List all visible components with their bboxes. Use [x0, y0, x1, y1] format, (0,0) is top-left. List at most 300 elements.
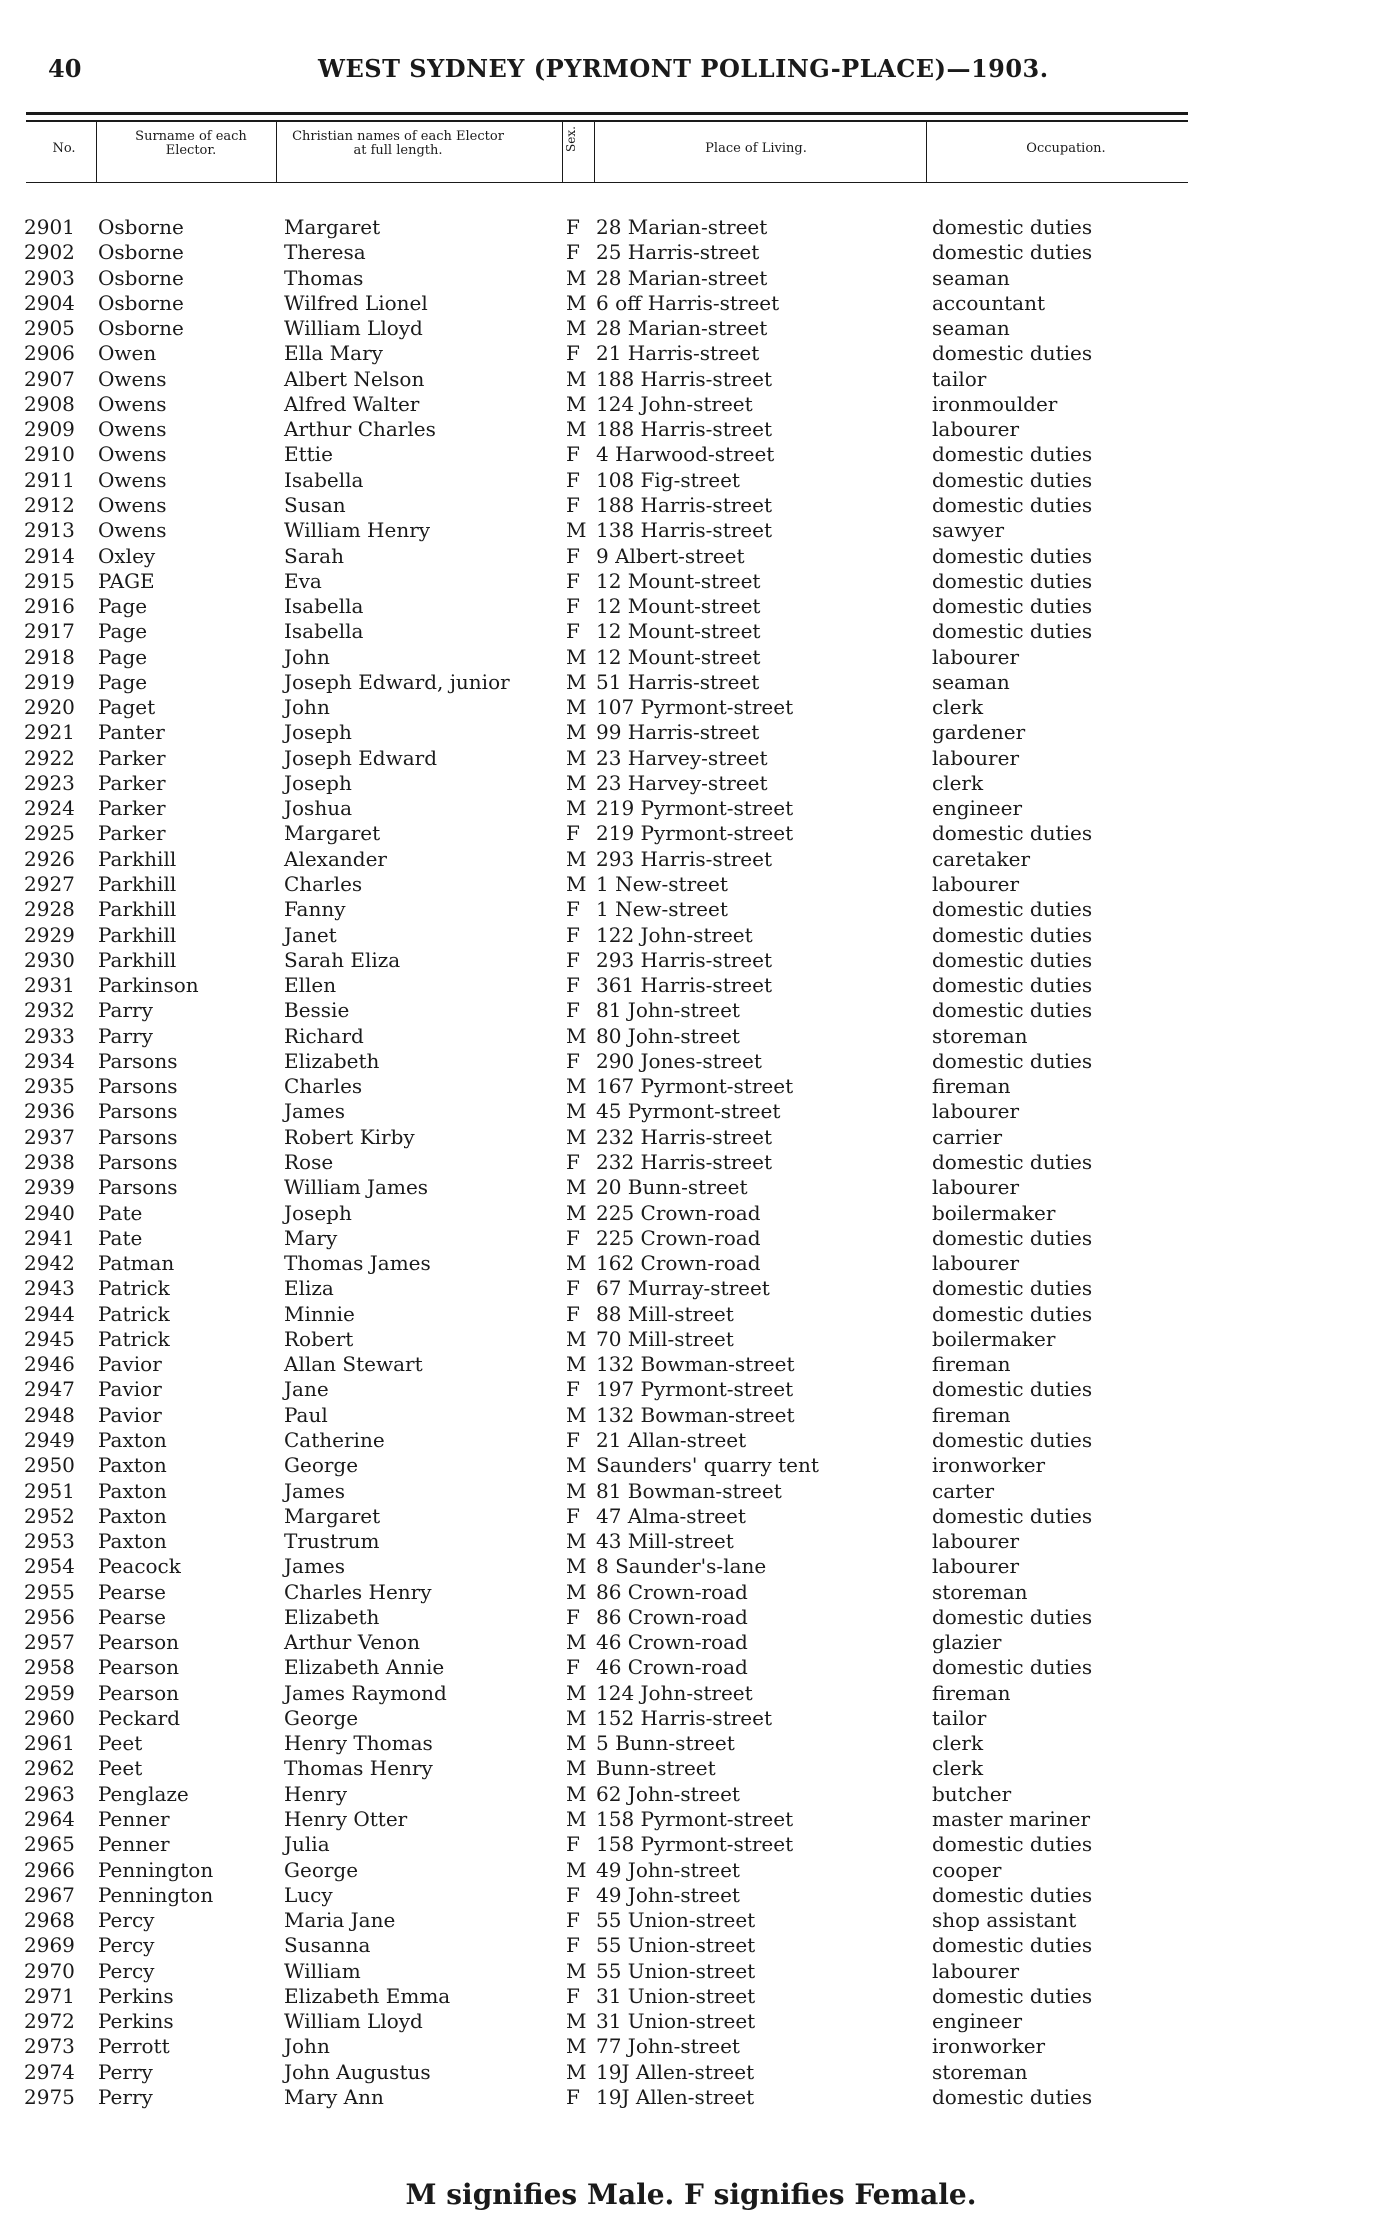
elector-occupation: clerk: [932, 1756, 984, 1781]
elector-sex: M: [566, 1731, 587, 1756]
elector-christian-names: John: [284, 2034, 330, 2059]
table-row: [0, 518, 1382, 543]
col-head-place: Place of Living.: [705, 141, 807, 156]
table-row: [0, 695, 1382, 720]
elector-surname: Parsons: [98, 1124, 178, 1149]
elector-number: 2916: [24, 594, 75, 619]
elector-number: 2969: [24, 1933, 75, 1958]
elector-number: 2929: [24, 922, 75, 947]
elector-number: 2906: [24, 341, 75, 366]
elector-occupation: domestic duties: [932, 240, 1093, 265]
elector-place-of-living: 124 John-street: [596, 1680, 753, 1705]
elector-place-of-living: 158 Pyrmont-street: [596, 1832, 794, 1857]
table-row: [0, 1706, 1382, 1731]
elector-surname: Parsons: [98, 1149, 178, 1174]
elector-place-of-living: 21 Allan-street: [596, 1427, 747, 1452]
table-row: [0, 240, 1382, 265]
elector-christian-names: Mary Ann: [284, 2084, 384, 2109]
elector-place-of-living: 122 John-street: [596, 922, 753, 947]
elector-place-of-living: 31 Union-street: [596, 1983, 756, 2008]
elector-christian-names: Isabella: [284, 594, 364, 619]
elector-number: 2939: [24, 1175, 75, 1200]
elector-occupation: ironmoulder: [932, 391, 1058, 416]
elector-place-of-living: 158 Pyrmont-street: [596, 1807, 794, 1831]
elector-christian-names: Elizabeth Annie: [284, 1655, 445, 1680]
elector-surname: Penglaze: [98, 1781, 189, 1806]
elector-sex: M: [566, 265, 587, 290]
elector-christian-names: Robert: [284, 1326, 354, 1351]
elector-number: 2910: [24, 442, 75, 467]
elector-occupation: gardener: [932, 720, 1026, 745]
elector-number: 2919: [24, 669, 75, 694]
elector-christian-names: Joseph Edward: [284, 745, 438, 770]
elector-occupation: labourer: [932, 1529, 1020, 1554]
elector-occupation: clerk: [932, 1731, 984, 1756]
elector-surname: Parsons: [98, 1099, 178, 1124]
elector-surname: Pearson: [98, 1680, 180, 1705]
elector-christian-names: Henry Thomas: [284, 1731, 433, 1756]
elector-number: 2935: [24, 1074, 75, 1099]
elector-number: 2925: [24, 821, 75, 846]
elector-number: 2958: [24, 1655, 75, 1680]
elector-occupation: domestic duties: [932, 1149, 1093, 1174]
elector-sex: M: [566, 1756, 587, 1781]
elector-christian-names: Alexander: [284, 846, 387, 871]
col-head-surname: Surname of each Elector.: [135, 129, 247, 158]
elector-sex: M: [566, 695, 587, 720]
table-row: [0, 1049, 1382, 1074]
elector-sex: F: [566, 1908, 580, 1933]
elector-surname: Parker: [98, 745, 166, 770]
elector-place-of-living: 21 Harris-street: [596, 341, 760, 366]
elector-occupation: tailor: [932, 1705, 987, 1730]
elector-sex: F: [566, 2084, 580, 2109]
elector-surname: Pearson: [98, 1630, 180, 1655]
elector-surname: Perry: [98, 2059, 153, 2084]
elector-christian-names: George: [284, 1857, 359, 1882]
elector-surname: Paget: [98, 695, 156, 720]
elector-sex: F: [566, 619, 580, 644]
table-row: [0, 1150, 1382, 1175]
elector-surname: Owens: [98, 417, 167, 442]
elector-christian-names: John: [284, 695, 330, 720]
elector-surname: Pavior: [98, 1402, 162, 1427]
elector-surname: Parry: [98, 1023, 153, 1048]
table-row: [0, 720, 1382, 745]
table-row: [0, 1453, 1382, 1478]
table-row: [0, 771, 1382, 796]
elector-place-of-living: 225 Crown-road: [596, 1225, 761, 1250]
elector-occupation: caretaker: [932, 846, 1030, 871]
elector-number: 2918: [24, 644, 75, 669]
elector-surname: Owens: [98, 366, 167, 391]
elector-number: 2963: [24, 1781, 75, 1806]
table-row: [0, 1352, 1382, 1377]
elector-surname: Peet: [98, 1731, 143, 1756]
elector-christian-names: Maria Jane: [284, 1908, 396, 1933]
elector-surname: Paxton: [98, 1453, 167, 1478]
elector-christian-names: Eva: [284, 568, 322, 593]
elector-sex: M: [566, 1630, 587, 1655]
elector-surname: Perrott: [98, 2034, 170, 2059]
elector-number: 2923: [24, 770, 75, 795]
elector-occupation: seaman: [932, 265, 1010, 290]
elector-occupation: domestic duties: [932, 1301, 1093, 1326]
elector-sex: F: [566, 897, 580, 922]
elector-place-of-living: 219 Pyrmont-street: [596, 796, 794, 821]
elector-surname: Penner: [98, 1832, 170, 1857]
col-head-occupation: Occupation.: [1026, 141, 1106, 156]
table-row: [0, 1074, 1382, 1099]
elector-surname: Perkins: [98, 1983, 174, 2008]
elector-sex: M: [566, 2059, 587, 2084]
elector-occupation: domestic duties: [932, 619, 1093, 644]
elector-occupation: labourer: [932, 745, 1020, 770]
elector-christian-names: Ella Mary: [284, 341, 383, 366]
elector-sex: M: [566, 770, 587, 795]
elector-sex: F: [566, 1149, 580, 1174]
elector-surname: Osborne: [98, 265, 184, 290]
elector-christian-names: Thomas Henry: [284, 1756, 433, 1781]
elector-number: 2943: [24, 1276, 75, 1301]
elector-christian-names: James: [284, 1478, 346, 1503]
elector-number: 2905: [24, 316, 75, 341]
elector-place-of-living: 197 Pyrmont-street: [596, 1377, 794, 1402]
elector-place-of-living: 108 Fig-street: [596, 467, 740, 492]
elector-sex: M: [566, 872, 587, 897]
elector-sex: M: [566, 1326, 587, 1351]
elector-surname: Peet: [98, 1756, 143, 1781]
table-row: [0, 847, 1382, 872]
elector-occupation: labourer: [932, 644, 1020, 669]
table-row: [0, 1959, 1382, 1984]
table-row: [0, 442, 1382, 467]
elector-christian-names: Ellen: [284, 973, 337, 998]
elector-sex: M: [566, 669, 587, 694]
elector-sex: M: [566, 644, 587, 669]
elector-occupation: fireman: [932, 1352, 1011, 1377]
elector-christian-names: William James: [284, 1175, 429, 1200]
elector-sex: M: [566, 1781, 587, 1806]
elector-place-of-living: 12 Mount-street: [596, 619, 761, 644]
table-row: [0, 493, 1382, 518]
elector-number: 2911: [24, 467, 75, 492]
col-head-sex: Sex.: [564, 126, 578, 152]
elector-surname: Pate: [98, 1200, 143, 1225]
elector-sex: M: [566, 290, 587, 315]
table-row: [0, 1883, 1382, 1908]
elector-sex: F: [566, 568, 580, 593]
elector-place-of-living: 132 Bowman-street: [596, 1352, 795, 1377]
elector-number: 2931: [24, 973, 75, 998]
elector-surname: Perkins: [98, 2009, 174, 2034]
elector-place-of-living: 23 Harvey-street: [596, 770, 768, 795]
table-row: [0, 1655, 1382, 1680]
elector-place-of-living: 107 Pyrmont-street: [596, 695, 794, 720]
elector-sex: F: [566, 973, 580, 998]
elector-sex: F: [566, 1655, 580, 1680]
elector-number: 2930: [24, 947, 75, 972]
table-row: [0, 1908, 1382, 1933]
column-divider: [276, 122, 277, 182]
elector-place-of-living: 55 Union-street: [596, 1908, 756, 1933]
elector-number: 2902: [24, 240, 75, 265]
elector-christian-names: Charles: [284, 1074, 363, 1099]
elector-number: 2928: [24, 897, 75, 922]
table-row: [0, 670, 1382, 695]
elector-sex: F: [566, 922, 580, 947]
elector-occupation: labourer: [932, 1099, 1020, 1124]
elector-occupation: fireman: [932, 1074, 1011, 1099]
table-row: [0, 594, 1382, 619]
elector-sex: M: [566, 1857, 587, 1882]
elector-christian-names: Margaret: [284, 821, 381, 846]
elector-surname: Osborne: [98, 240, 184, 265]
elector-surname: Pearse: [98, 1604, 166, 1629]
elector-surname: Parkhill: [98, 846, 177, 871]
elector-sex: M: [566, 1958, 587, 1983]
elector-sex: M: [566, 1251, 587, 1276]
elector-number: 2957: [24, 1630, 75, 1655]
elector-surname: Parkhill: [98, 872, 177, 897]
elector-surname: Percy: [98, 1908, 155, 1933]
table-row: [0, 1302, 1382, 1327]
table-row: [0, 1554, 1382, 1579]
elector-occupation: domestic duties: [932, 897, 1093, 922]
elector-place-of-living: 361 Harris-street: [596, 973, 773, 998]
table-row: [0, 2009, 1382, 2034]
table-row: [0, 1756, 1382, 1781]
elector-surname: Peckard: [98, 1705, 181, 1730]
elector-sex: M: [566, 1478, 587, 1503]
elector-sex: F: [566, 1832, 580, 1857]
elector-surname: Owens: [98, 467, 167, 492]
elector-sex: M: [566, 1074, 587, 1099]
elector-sex: F: [566, 1604, 580, 1629]
elector-occupation: domestic duties: [932, 1604, 1093, 1629]
elector-number: 2965: [24, 1832, 75, 1857]
elector-number: 2942: [24, 1251, 75, 1276]
elector-occupation: domestic duties: [932, 492, 1093, 517]
elector-number: 2945: [24, 1326, 75, 1351]
elector-surname: PAGE: [98, 568, 155, 593]
elector-number: 2959: [24, 1680, 75, 1705]
table-row: [0, 1731, 1382, 1756]
elector-place-of-living: 86 Crown-road: [596, 1579, 748, 1604]
table-row: [0, 1479, 1382, 1504]
elector-sex: M: [566, 745, 587, 770]
table-row: [0, 998, 1382, 1023]
elector-place-of-living: 19J Allen-street: [596, 2084, 755, 2109]
elector-number: 2936: [24, 1099, 75, 1124]
elector-sex: M: [566, 796, 587, 821]
table-row: [0, 1428, 1382, 1453]
elector-place-of-living: 28 Marian-street: [596, 215, 768, 239]
elector-place-of-living: 19J Allen-street: [596, 2059, 755, 2084]
elector-christian-names: Elizabeth Emma: [284, 1983, 451, 2008]
table-row: [0, 821, 1382, 846]
elector-number: 2968: [24, 1908, 75, 1933]
elector-occupation: accountant: [932, 290, 1046, 315]
elector-occupation: fireman: [932, 1680, 1011, 1705]
elector-sex: M: [566, 1124, 587, 1149]
elector-place-of-living: 49 John-street: [596, 1857, 740, 1882]
elector-number: 2938: [24, 1149, 75, 1174]
table-row: [0, 1024, 1382, 1049]
elector-occupation: domestic duties: [932, 1503, 1093, 1528]
elector-occupation: domestic duties: [932, 341, 1093, 366]
elector-sex: M: [566, 1175, 587, 1200]
elector-place-of-living: 1 New-street: [596, 872, 728, 897]
elector-place-of-living: 4 Harwood-street: [596, 442, 775, 467]
elector-sex: F: [566, 1882, 580, 1907]
table-row: [0, 1327, 1382, 1352]
elector-christian-names: William Lloyd: [284, 2009, 423, 2034]
elector-sex: M: [566, 1453, 587, 1478]
elector-place-of-living: 23 Harvey-street: [596, 745, 768, 770]
elector-christian-names: Charles: [284, 872, 363, 897]
elector-place-of-living: 293 Harris-street: [596, 947, 773, 972]
elector-sex: M: [566, 1680, 587, 1705]
header-rule-thick: [26, 112, 1188, 115]
elector-sex: F: [566, 821, 580, 846]
table-row: [0, 1226, 1382, 1251]
elector-sex: F: [566, 492, 580, 517]
column-divider: [926, 122, 927, 182]
elector-number: 2952: [24, 1503, 75, 1528]
elector-number: 2946: [24, 1352, 75, 1377]
table-row: [0, 1251, 1382, 1276]
elector-number: 2973: [24, 2034, 75, 2059]
elector-sex: F: [566, 1276, 580, 1301]
elector-surname: Pavior: [98, 1352, 162, 1377]
elector-occupation: boilermaker: [932, 1200, 1056, 1225]
elector-occupation: butcher: [932, 1781, 1012, 1806]
column-divider: [594, 122, 595, 182]
table-row: [0, 1605, 1382, 1630]
elector-christian-names: Thomas: [284, 265, 364, 290]
elector-occupation: labourer: [932, 1251, 1020, 1276]
elector-christian-names: Bessie: [284, 998, 350, 1023]
elector-occupation: domestic duties: [932, 1377, 1093, 1402]
elector-place-of-living: 124 John-street: [596, 391, 753, 416]
table-row: [0, 367, 1382, 392]
elector-number: 2954: [24, 1554, 75, 1579]
elector-sex: M: [566, 846, 587, 871]
elector-surname: Paxton: [98, 1427, 167, 1452]
elector-place-of-living: 293 Harris-street: [596, 846, 773, 871]
elector-surname: Parker: [98, 821, 166, 846]
elector-number: 2947: [24, 1377, 75, 1402]
elector-place-of-living: 81 John-street: [596, 998, 740, 1023]
elector-christian-names: Lucy: [284, 1882, 333, 1907]
table-row: [0, 872, 1382, 897]
elector-occupation: ironworker: [932, 1453, 1046, 1478]
elector-occupation: domestic duties: [932, 1048, 1093, 1073]
elector-number: 2904: [24, 290, 75, 315]
elector-sex: F: [566, 543, 580, 568]
table-row: [0, 266, 1382, 291]
elector-sex: M: [566, 417, 587, 442]
elector-christian-names: Rose: [284, 1149, 334, 1174]
elector-christian-names: Joseph Edward, junior: [284, 669, 510, 694]
table-row: [0, 215, 1382, 240]
elector-occupation: domestic duties: [932, 1832, 1093, 1857]
elector-occupation: ironworker: [932, 2034, 1046, 2059]
elector-place-of-living: 232 Harris-street: [596, 1149, 773, 1174]
elector-occupation: engineer: [932, 2009, 1023, 2034]
table-row: [0, 1201, 1382, 1226]
elector-number: 2921: [24, 720, 75, 745]
elector-occupation: domestic duties: [932, 467, 1093, 492]
elector-occupation: labourer: [932, 417, 1020, 442]
elector-surname: Owen: [98, 341, 157, 366]
elector-occupation: clerk: [932, 770, 984, 795]
elector-place-of-living: 28 Marian-street: [596, 265, 768, 290]
elector-occupation: carter: [932, 1478, 995, 1503]
elector-christian-names: Sarah: [284, 543, 344, 568]
elector-place-of-living: 6 off Harris-street: [596, 290, 780, 315]
elector-christian-names: Sarah Eliza: [284, 947, 401, 972]
elector-place-of-living: 9 Albert-street: [596, 543, 745, 568]
elector-surname: Pearson: [98, 1655, 180, 1680]
elector-occupation: labourer: [932, 1175, 1020, 1200]
elector-surname: Parsons: [98, 1048, 178, 1073]
elector-christian-names: Catherine: [284, 1427, 385, 1452]
elector-occupation: storeman: [932, 1023, 1028, 1048]
elector-surname: Pearse: [98, 1579, 166, 1604]
elector-sex: M: [566, 720, 587, 745]
table-row: [0, 2085, 1382, 2110]
elector-occupation: seaman: [932, 669, 1010, 694]
elector-surname: Pavior: [98, 1377, 162, 1402]
elector-christian-names: Elizabeth: [284, 1048, 380, 1073]
column-header-row: [26, 122, 1188, 182]
elector-place-of-living: 232 Harris-street: [596, 1124, 773, 1149]
elector-christian-names: Henry: [284, 1781, 348, 1806]
elector-place-of-living: 5 Bunn-street: [596, 1731, 735, 1756]
elector-occupation: domestic duties: [932, 2084, 1093, 2109]
elector-christian-names: William: [284, 1958, 361, 1983]
elector-surname: Owens: [98, 492, 167, 517]
elector-number: 2903: [24, 265, 75, 290]
elector-occupation: domestic duties: [932, 442, 1093, 467]
elector-christian-names: George: [284, 1453, 359, 1478]
table-row: [0, 796, 1382, 821]
elector-christian-names: Julia: [284, 1832, 330, 1857]
elector-place-of-living: 290 Jones-street: [596, 1048, 762, 1073]
elector-christian-names: Ettie: [284, 442, 333, 467]
table-row: [0, 1377, 1382, 1402]
elector-place-of-living: 12 Mount-street: [596, 568, 761, 593]
elector-sex: F: [566, 947, 580, 972]
elector-surname: Owens: [98, 442, 167, 467]
elector-occupation: domestic duties: [932, 1225, 1093, 1250]
table-row: [0, 316, 1382, 341]
elector-occupation: labourer: [932, 1958, 1020, 1983]
elector-occupation: engineer: [932, 796, 1023, 821]
elector-place-of-living: 86 Crown-road: [596, 1604, 748, 1629]
elector-christian-names: Joseph: [284, 720, 352, 745]
elector-place-of-living: 188 Harris-street: [596, 492, 773, 517]
elector-number: 2924: [24, 796, 75, 821]
elector-surname: Oxley: [98, 543, 156, 568]
elector-sex: M: [566, 1554, 587, 1579]
elector-sex: F: [566, 1377, 580, 1402]
elector-occupation: storeman: [932, 2059, 1028, 2084]
elector-number: 2953: [24, 1529, 75, 1554]
elector-sex: M: [566, 1579, 587, 1604]
